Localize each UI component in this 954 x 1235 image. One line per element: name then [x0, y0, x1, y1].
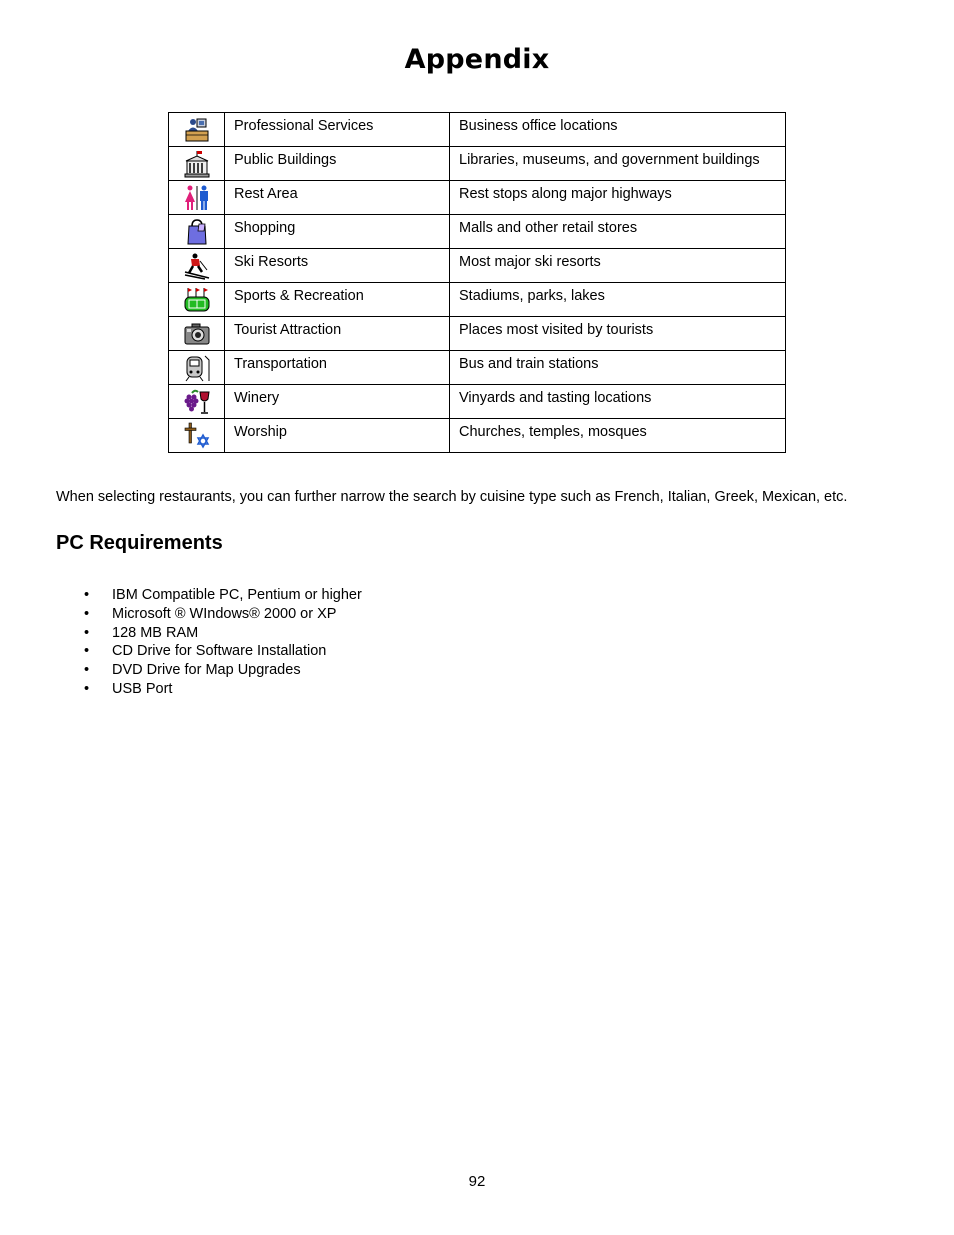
category-name: Ski Resorts	[234, 254, 309, 270]
category-name-cell	[225, 249, 450, 283]
category-name-cell	[225, 351, 450, 385]
category-name-cell	[225, 215, 450, 249]
category-description-cell	[450, 419, 786, 453]
page-title: Appendix	[404, 44, 550, 75]
winery-icon	[183, 388, 211, 416]
icon-cell	[169, 283, 225, 317]
category-name-cell	[225, 113, 450, 147]
category-description-cell	[450, 385, 786, 419]
category-name: Professional Services	[234, 118, 374, 134]
category-name-cell	[225, 385, 450, 419]
icon-cell	[169, 419, 225, 453]
category-name-cell	[225, 181, 450, 215]
bullet: •	[84, 605, 90, 622]
icon-cell	[169, 147, 225, 181]
table-row	[169, 351, 786, 385]
table-row	[169, 113, 786, 147]
category-description: Rest stops along major highways	[459, 186, 672, 202]
bullet: •	[84, 587, 90, 603]
list-item-text: Microsoft ® WIndows® 2000 or XP	[112, 605, 337, 622]
transportation-icon	[183, 354, 211, 382]
sports-recreation-icon	[183, 286, 211, 314]
bullet: •	[84, 680, 90, 697]
restaurants-note: When selecting restaurants, you can further narrow the search by cuisine type such as French, Italian, Greek, Mexican, etc.	[56, 489, 848, 505]
category-description-cell	[450, 283, 786, 317]
category-description: Malls and other retail stores	[459, 220, 638, 236]
tourist-attraction-icon	[183, 320, 211, 348]
category-name: Public Buildings	[234, 152, 337, 168]
icon-cell	[169, 215, 225, 249]
category-name: Tourist Attraction	[234, 322, 342, 338]
list-item	[56, 624, 362, 643]
category-description: Most major ski resorts	[459, 254, 601, 270]
list-item	[56, 642, 362, 661]
page-number: 92	[468, 1173, 486, 1190]
ski-resorts-icon	[183, 252, 211, 280]
category-description: Libraries, museums, and government buildings	[459, 152, 760, 168]
list-item-text: 128 MB RAM	[112, 624, 199, 641]
list-item	[56, 680, 362, 699]
professional-services-icon	[183, 116, 211, 144]
category-name-cell	[225, 419, 450, 453]
table-row	[169, 249, 786, 283]
worship-icon	[183, 422, 211, 450]
category-description-cell	[450, 147, 786, 181]
category-name: Shopping	[234, 220, 296, 236]
shopping-icon	[183, 218, 211, 246]
list-item	[56, 661, 362, 680]
list-item-text: CD Drive for Software Installation	[112, 643, 327, 660]
list-item-text: IBM Compatible PC, Pentium or higher	[112, 587, 362, 603]
list-item	[56, 605, 362, 624]
category-description: Churches, temples, mosques	[459, 424, 647, 440]
table-row	[169, 419, 786, 453]
list-item-text: USB Port	[112, 680, 173, 697]
table-row	[169, 147, 786, 181]
table-row	[169, 317, 786, 351]
category-name: Sports & Recreation	[234, 288, 364, 304]
list-item-text: DVD Drive for Map Upgrades	[112, 662, 301, 679]
pc-requirements-heading: PC Requirements	[56, 532, 223, 554]
icon-cell	[169, 385, 225, 419]
icon-cell	[169, 317, 225, 351]
table-row	[169, 385, 786, 419]
category-description-cell	[450, 113, 786, 147]
table-row	[169, 283, 786, 317]
bullet: •	[84, 624, 90, 641]
category-description: Vinyards and tasting locations	[459, 390, 652, 406]
bullet: •	[84, 643, 90, 660]
icon-cell	[169, 351, 225, 385]
category-name: Winery	[234, 390, 280, 406]
table-row	[169, 215, 786, 249]
category-name-cell	[225, 317, 450, 351]
category-name-cell	[225, 283, 450, 317]
category-name: Rest Area	[234, 186, 298, 202]
category-description: Business office locations	[459, 118, 618, 134]
category-description-cell	[450, 181, 786, 215]
icon-cell	[169, 249, 225, 283]
rest-area-icon	[183, 184, 211, 212]
pc-requirements-list	[56, 586, 362, 699]
list-item	[56, 586, 362, 605]
category-description: Stadiums, parks, lakes	[459, 288, 605, 304]
category-name: Worship	[234, 424, 287, 440]
category-description-cell	[450, 249, 786, 283]
category-name-cell	[225, 147, 450, 181]
bullet: •	[84, 662, 90, 679]
category-description-cell	[450, 317, 786, 351]
icon-cell	[169, 113, 225, 147]
category-description: Bus and train stations	[459, 356, 599, 372]
icon-cell	[169, 181, 225, 215]
category-description-cell	[450, 351, 786, 385]
category-description-cell	[450, 215, 786, 249]
category-description: Places most visited by tourists	[459, 322, 654, 338]
table-row	[169, 181, 786, 215]
category-name: Transportation	[234, 356, 327, 372]
poi-category-table	[168, 112, 786, 453]
public-buildings-icon	[183, 150, 211, 178]
